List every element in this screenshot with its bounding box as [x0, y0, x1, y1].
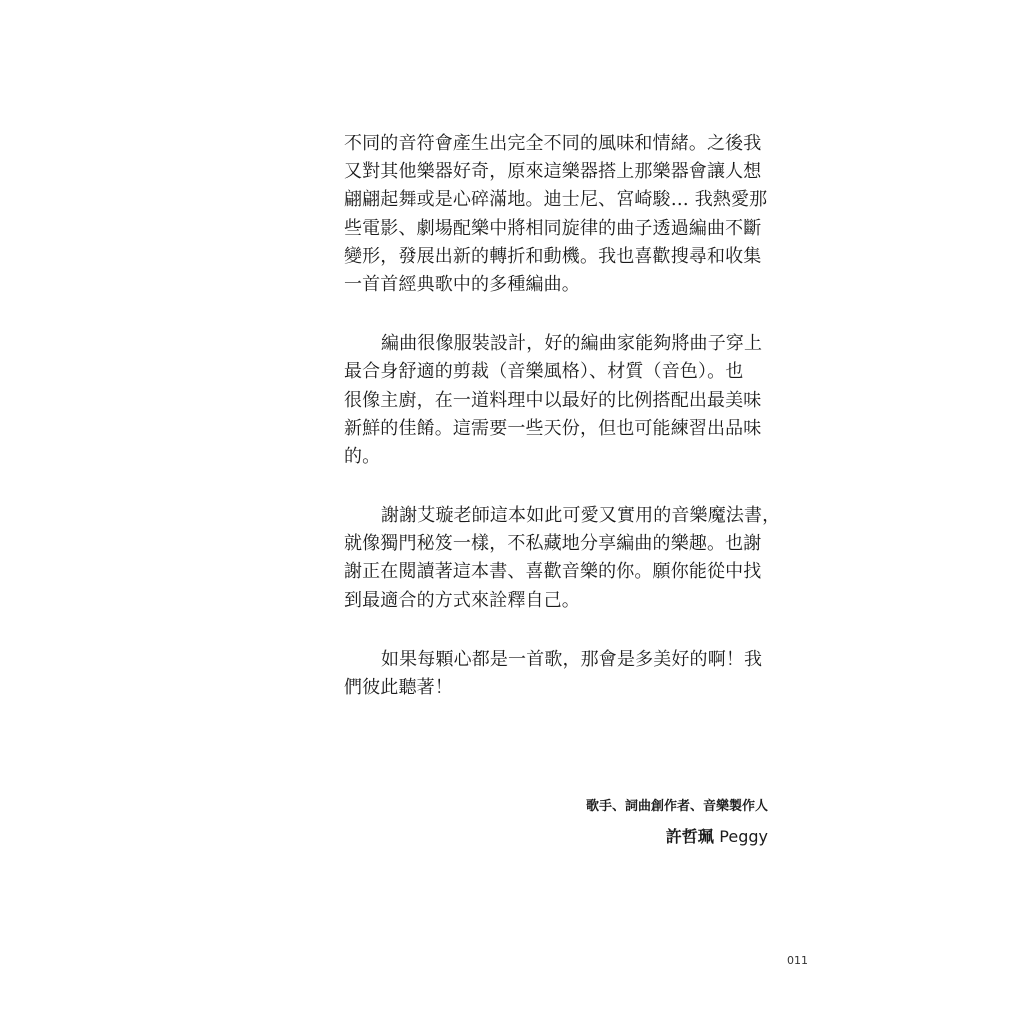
text-line: 翩翩起舞或是心碎滿地。迪士尼、宮崎駿… 我熱愛那	[344, 189, 768, 211]
text-line: 新鮮的佳餚。這需要一些天份，但也可能練習出品味	[344, 417, 762, 439]
author-signature	[586, 796, 768, 850]
paragraph-1	[344, 130, 774, 299]
paragraph-3	[344, 502, 781, 615]
text-line: 就像獨門秘笈一樣，不私藏地分享編曲的樂趣。也謝	[344, 533, 762, 555]
paragraph-4	[344, 646, 774, 702]
text-line: 謝謝艾璇老師這本如此可愛又實用的音樂魔法書，	[381, 505, 781, 527]
text-line: 很像主廚，在一道料理中以最好的比例搭配出最美味	[344, 389, 762, 411]
text-line: 到最適合的方式來詮釋自己。	[344, 589, 580, 611]
text-line: 如果每顆心都是一首歌，那會是多美好的啊！我	[381, 648, 763, 670]
author-name	[586, 824, 768, 850]
text-line: 一首首經典歌中的多種編曲。	[344, 273, 580, 295]
page-number: 011	[787, 954, 808, 967]
text-line: 變形，發展出新的轉折和動機。我也喜歡搜尋和收集	[344, 245, 762, 267]
text-line: 不同的音符會產生出完全不同的風味和情緒。之後我	[344, 133, 762, 154]
text-line: 編曲很像服裝設計，好的編曲家能夠將曲子穿上	[381, 333, 763, 355]
author-name-cjk: 許哲珮	[665, 827, 714, 846]
text-line: 些電影、劇場配樂中將相同旋律的曲子透過編曲不斷	[344, 217, 762, 239]
author-name-latin: Peggy	[719, 827, 768, 846]
text-line: 最合身舒適的剪裁（音樂風格）、材質（音色）。也	[344, 361, 744, 383]
text-line: 的。	[344, 445, 381, 467]
text-line: 謝正在閱讀著這本書、喜歡音樂的你。願你能從中找	[344, 561, 762, 583]
author-role: 歌手、詞曲創作者、音樂製作人	[585, 799, 768, 814]
paragraph-2	[344, 330, 774, 471]
text-line: 又對其他樂器好奇，原來這樂器搭上那樂器會讓人想	[344, 161, 762, 183]
body-text	[344, 130, 781, 733]
text-line: 們彼此聽著！	[344, 677, 453, 698]
